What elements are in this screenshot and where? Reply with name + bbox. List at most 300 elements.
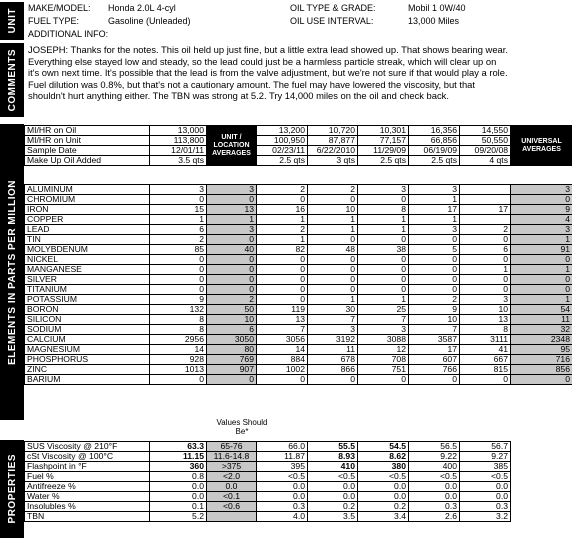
- element-name: MANGANESE: [25, 265, 150, 275]
- history-value: 1: [409, 215, 460, 225]
- unit-label-text: UNIT: [6, 8, 18, 34]
- history-value: 0: [308, 285, 358, 295]
- current-sample-cell: 13,000: [150, 126, 207, 136]
- universal-average-value: 3: [511, 225, 572, 235]
- unit-average-value: 50: [207, 305, 257, 315]
- universal-average-value: 11: [511, 315, 572, 325]
- element-row: [25, 295, 572, 305]
- history-sample-cell: 6/22/2010: [308, 146, 358, 156]
- universal-average-value: 716: [511, 355, 572, 365]
- element-row: [25, 355, 572, 365]
- history-value: 385: [460, 462, 511, 472]
- unit-average-value: 3: [207, 225, 257, 235]
- property-row: [25, 462, 572, 472]
- property-name: Fuel %: [25, 472, 150, 482]
- history-value: 3192: [308, 335, 358, 345]
- history-value: [460, 195, 511, 205]
- history-value: 12: [358, 345, 409, 355]
- element-name: POTASSIUM: [25, 295, 150, 305]
- header-row-label: MI/HR on Oil: [25, 126, 150, 136]
- properties-table: [24, 441, 572, 522]
- history-value: 3: [409, 225, 460, 235]
- history-value: 6: [460, 245, 511, 255]
- history-sample-cell: 06/19/09: [409, 146, 460, 156]
- history-sample-cell: 10,720: [308, 126, 358, 136]
- property-name: TBN: [25, 512, 150, 522]
- expected-range-value: 0.0: [207, 482, 257, 492]
- current-value: 8: [150, 315, 207, 325]
- history-value: 38: [358, 245, 409, 255]
- history-value: 0: [257, 255, 308, 265]
- history-value: 2.6: [409, 512, 460, 522]
- history-value: 884: [257, 355, 308, 365]
- history-value: 11.87: [257, 452, 308, 462]
- property-row: [25, 482, 572, 492]
- properties-section-label: [0, 440, 24, 538]
- element-row: [25, 375, 572, 385]
- element-row: [25, 275, 572, 285]
- history-value: 1: [409, 195, 460, 205]
- history-value: 8.62: [358, 452, 409, 462]
- history-value: 0.0: [257, 482, 308, 492]
- history-value: 7: [308, 315, 358, 325]
- current-value: 0: [150, 265, 207, 275]
- history-value: 0: [409, 265, 460, 275]
- history-value: 766: [409, 365, 460, 375]
- history-value: 0: [358, 275, 409, 285]
- current-value: 0.0: [150, 482, 207, 492]
- element-name: CALCIUM: [25, 335, 150, 345]
- history-sample-cell: 09/20/08: [460, 146, 511, 156]
- history-value: <0.5: [409, 472, 460, 482]
- history-value: 0: [308, 275, 358, 285]
- current-value: 0.0: [150, 492, 207, 502]
- element-name: SILICON: [25, 315, 150, 325]
- element-row: [25, 285, 572, 295]
- history-value: 380: [358, 462, 409, 472]
- element-row: [25, 315, 572, 325]
- history-value: 17: [409, 205, 460, 215]
- additional-info-label: ADDITIONAL INFO:: [28, 29, 109, 39]
- element-name: PHOSPHORUS: [25, 355, 150, 365]
- history-value: 0.0: [308, 492, 358, 502]
- property-name: cSt Viscosity @ 100°C: [25, 452, 150, 462]
- element-row: [25, 185, 572, 195]
- universal-average-value: 3: [511, 185, 572, 195]
- make-value: Honda 2.0L 4-cyl: [108, 3, 176, 13]
- expected-range-value: <2.0: [207, 472, 257, 482]
- current-value: 2: [150, 235, 207, 245]
- history-value: 1: [257, 235, 308, 245]
- history-value: 0.3: [409, 502, 460, 512]
- current-value: 9: [150, 295, 207, 305]
- history-value: 0: [308, 375, 358, 385]
- history-value: 56.7: [460, 442, 511, 452]
- header-row-label: Make Up Oil Added: [25, 156, 150, 166]
- element-name: MOLYBDENUM: [25, 245, 150, 255]
- history-value: 55.5: [308, 442, 358, 452]
- history-sample-cell: 2.5 qts: [257, 156, 308, 166]
- history-value: 667: [460, 355, 511, 365]
- element-row: [25, 325, 572, 335]
- current-value: 8: [150, 325, 207, 335]
- history-value: 0.3: [460, 502, 511, 512]
- history-value: 5: [409, 245, 460, 255]
- unit-average-value: 0: [207, 285, 257, 295]
- history-value: 2: [257, 225, 308, 235]
- history-value: 25: [358, 305, 409, 315]
- property-name: Flashpoint in °F: [25, 462, 150, 472]
- unit-average-value: 3050: [207, 335, 257, 345]
- header-row: [25, 146, 572, 156]
- history-value: 0.0: [460, 482, 511, 492]
- empty-cell: [511, 472, 572, 482]
- properties-label-text: PROPERTIES: [6, 454, 18, 524]
- history-value: <0.5: [308, 472, 358, 482]
- history-value: 8: [358, 205, 409, 215]
- history-sample-cell: 100,950: [257, 136, 308, 146]
- expected-range-value: >375: [207, 462, 257, 472]
- unit-average-value: 907: [207, 365, 257, 375]
- history-sample-cell: 4 qts: [460, 156, 511, 166]
- property-name: Insolubles %: [25, 502, 150, 512]
- history-value: 13: [257, 315, 308, 325]
- unit-average-value: 80: [207, 345, 257, 355]
- history-value: 10: [460, 305, 511, 315]
- element-row: [25, 225, 572, 235]
- history-value: 17: [460, 205, 511, 215]
- history-value: 708: [358, 355, 409, 365]
- current-value: 0: [150, 375, 207, 385]
- elements-table: [24, 184, 572, 385]
- history-value: 400: [409, 462, 460, 472]
- empty-cell: [511, 492, 572, 502]
- history-value: 395: [257, 462, 308, 472]
- current-value: 15: [150, 205, 207, 215]
- property-row: [25, 502, 572, 512]
- unit-average-value: 0: [207, 195, 257, 205]
- fuel-label: FUEL TYPE:: [28, 16, 80, 26]
- history-value: 2: [257, 185, 308, 195]
- header-row: [25, 126, 572, 136]
- comments-label-text: COMMENTS: [6, 48, 18, 112]
- current-value: 0.1: [150, 502, 207, 512]
- history-sample-cell: 87,877: [308, 136, 358, 146]
- empty-cell: [511, 452, 572, 462]
- current-value: 0: [150, 275, 207, 285]
- unit-info: [28, 3, 568, 41]
- history-value: 0: [257, 285, 308, 295]
- universal-average-value: 4: [511, 215, 572, 225]
- expected-range-value: 65-76: [207, 442, 257, 452]
- element-row: [25, 365, 572, 375]
- history-sample-cell: 10,301: [358, 126, 409, 136]
- history-value: 0.0: [409, 492, 460, 502]
- history-value: 1: [358, 295, 409, 305]
- current-value: 0: [150, 285, 207, 295]
- history-value: 82: [257, 245, 308, 255]
- history-value: 8.93: [308, 452, 358, 462]
- history-value: 4.0: [257, 512, 308, 522]
- empty-cell: [511, 502, 572, 512]
- element-row: [25, 245, 572, 255]
- element-name: SILVER: [25, 275, 150, 285]
- element-row: [25, 195, 572, 205]
- history-value: 0.2: [308, 502, 358, 512]
- history-value: 9.22: [409, 452, 460, 462]
- empty-cell: [511, 442, 572, 452]
- current-value: 5.2: [150, 512, 207, 522]
- element-row: [25, 235, 572, 245]
- history-value: 41: [460, 345, 511, 355]
- history-value: 0: [409, 235, 460, 245]
- history-sample-cell: 13,200: [257, 126, 308, 136]
- universal-average-value: 54: [511, 305, 572, 315]
- unit-average-value: 0: [207, 275, 257, 285]
- header-row-label: Sample Date: [25, 146, 150, 156]
- current-value: 0.8: [150, 472, 207, 482]
- element-row: [25, 265, 572, 275]
- history-value: 3088: [358, 335, 409, 345]
- history-value: 0: [257, 375, 308, 385]
- history-sample-cell: 14,550: [460, 126, 511, 136]
- history-value: 0: [409, 285, 460, 295]
- history-value: 607: [409, 355, 460, 365]
- current-value: 6: [150, 225, 207, 235]
- comments-section-label: [0, 43, 24, 117]
- unit-average-value: 1: [207, 215, 257, 225]
- property-name: Water %: [25, 492, 150, 502]
- expected-range-value: <0.1: [207, 492, 257, 502]
- history-value: 0.0: [358, 482, 409, 492]
- property-row: [25, 492, 572, 502]
- history-value: 0.0: [409, 482, 460, 492]
- history-value: 1: [460, 265, 511, 275]
- element-name: BARIUM: [25, 375, 150, 385]
- history-value: 0: [358, 375, 409, 385]
- history-value: 0: [358, 265, 409, 275]
- property-row: [25, 512, 572, 522]
- universal-average-value: 1: [511, 235, 572, 245]
- unit-average-value: 3: [207, 185, 257, 195]
- oil-type-value: Mobil 1 0W/40: [408, 3, 466, 13]
- history-value: 3.2: [460, 512, 511, 522]
- history-value: 7: [257, 325, 308, 335]
- element-name: NICKEL: [25, 255, 150, 265]
- history-value: 0: [460, 285, 511, 295]
- history-value: 13: [460, 315, 511, 325]
- unit-average-value: 769: [207, 355, 257, 365]
- history-value: 1: [358, 225, 409, 235]
- history-value: 0.3: [257, 502, 308, 512]
- history-value: 119: [257, 305, 308, 315]
- oil-interval-label: OIL USE INTERVAL:: [290, 16, 374, 26]
- header-row: [25, 136, 572, 146]
- property-row: [25, 452, 572, 462]
- history-value: 3: [460, 295, 511, 305]
- history-sample-cell: 16,356: [409, 126, 460, 136]
- history-value: <0.5: [460, 472, 511, 482]
- element-row: [25, 335, 572, 345]
- history-value: 56.5: [409, 442, 460, 452]
- history-sample-cell: 2.5 qts: [358, 156, 409, 166]
- history-value: 2: [409, 295, 460, 305]
- sample-header-table: [24, 125, 572, 166]
- history-value: 9: [409, 305, 460, 315]
- make-label: MAKE/MODEL:: [28, 3, 91, 13]
- element-name: COPPER: [25, 215, 150, 225]
- history-value: 7: [409, 325, 460, 335]
- current-value: 85: [150, 245, 207, 255]
- universal-average-value: 0: [511, 195, 572, 205]
- history-value: 48: [308, 245, 358, 255]
- unit-average-value: 0: [207, 375, 257, 385]
- universal-average-value: 32: [511, 325, 572, 335]
- history-value: 11: [308, 345, 358, 355]
- empty-cell: [511, 482, 572, 492]
- history-value: 0: [409, 375, 460, 385]
- history-value: 0: [257, 195, 308, 205]
- element-name: CHROMIUM: [25, 195, 150, 205]
- history-value: 3111: [460, 335, 511, 345]
- element-name: TIN: [25, 235, 150, 245]
- current-sample-cell: 113,800: [150, 136, 207, 146]
- history-value: <0.5: [257, 472, 308, 482]
- current-value: 2956: [150, 335, 207, 345]
- history-value: 14: [257, 345, 308, 355]
- history-value: 30: [308, 305, 358, 315]
- history-value: 0: [409, 275, 460, 285]
- history-value: [460, 185, 511, 195]
- history-sample-cell: 3 qts: [308, 156, 358, 166]
- unit-average-value: 0: [207, 265, 257, 275]
- history-sample-cell: 50,550: [460, 136, 511, 146]
- history-value: 0: [358, 235, 409, 245]
- current-sample-cell: 3.5 qts: [150, 156, 207, 166]
- history-value: 2: [460, 225, 511, 235]
- expected-range-value: 11.6-14.8: [207, 452, 257, 462]
- history-value: 0: [460, 255, 511, 265]
- unit-average-value: 2: [207, 295, 257, 305]
- history-value: 3: [308, 325, 358, 335]
- element-name: ZINC: [25, 365, 150, 375]
- comments-text: JOSEPH: Thanks for the notes. This oil held up just fine, but a little extra lead showed up. That shows bearing wear. Everything else stayed low and steady, so the lead could just be a harmless particle streak, which will clear up on it's own next time. It's possible that the lead is from the valve adjustment, but we're not sure if that would play a role. Fuel dilution was 0.8%, but that's not a cautionary amount. The fuel may have lowered the viscosity, but that shouldn't hurt anything either. The TBN was strong at 5.2. Try 14,000 miles on the oil and check back.: [28, 44, 508, 102]
- header-row-label: MI/HR on Unit: [25, 136, 150, 146]
- current-sample-cell: 12/01/11: [150, 146, 207, 156]
- oil-type-label: OIL TYPE & GRADE:: [290, 3, 376, 13]
- history-value: 0: [257, 295, 308, 305]
- history-value: 17: [409, 345, 460, 355]
- history-value: 3: [358, 325, 409, 335]
- values-should-be-label: Values Should Be*: [216, 418, 268, 436]
- history-value: 2: [308, 185, 358, 195]
- history-value: 0.0: [257, 492, 308, 502]
- history-value: 815: [460, 365, 511, 375]
- universal-average-value: 0: [511, 255, 572, 265]
- history-value: 0: [308, 235, 358, 245]
- history-value: 54.5: [358, 442, 409, 452]
- history-value: 1002: [257, 365, 308, 375]
- history-value: [460, 215, 511, 225]
- universal-average-value: 1: [511, 295, 572, 305]
- current-value: 360: [150, 462, 207, 472]
- elements-section-label: [0, 124, 24, 420]
- current-value: 63.3: [150, 442, 207, 452]
- current-value: 3: [150, 185, 207, 195]
- history-sample-cell: 11/29/09: [358, 146, 409, 156]
- history-value: 0: [308, 265, 358, 275]
- element-name: ALUMINUM: [25, 185, 150, 195]
- history-value: 1: [308, 295, 358, 305]
- expected-range-value: [207, 512, 257, 522]
- history-sample-cell: 77,157: [358, 136, 409, 146]
- history-value: 0: [308, 195, 358, 205]
- header-row: [25, 156, 572, 166]
- element-name: IRON: [25, 205, 150, 215]
- unit-average-value: 6: [207, 325, 257, 335]
- empty-cell: [511, 462, 572, 472]
- expected-range-value: <0.6: [207, 502, 257, 512]
- history-value: 0: [257, 265, 308, 275]
- element-row: [25, 215, 572, 225]
- current-value: 928: [150, 355, 207, 365]
- current-value: 14: [150, 345, 207, 355]
- history-value: 7: [358, 315, 409, 325]
- history-value: 0: [257, 275, 308, 285]
- element-row: [25, 255, 572, 265]
- history-value: 866: [308, 365, 358, 375]
- current-value: 0: [150, 195, 207, 205]
- universal-average-value: 91: [511, 245, 572, 255]
- history-value: 3.4: [358, 512, 409, 522]
- history-sample-cell: 02/23/11: [257, 146, 308, 156]
- oil-interval-value: 13,000 Miles: [408, 16, 460, 26]
- element-name: BORON: [25, 305, 150, 315]
- element-row: [25, 345, 572, 355]
- universal-average-value: 95: [511, 345, 572, 355]
- history-value: 3.5: [308, 512, 358, 522]
- history-value: 66.0: [257, 442, 308, 452]
- current-value: 11.15: [150, 452, 207, 462]
- elements-label-text: ELEMENTS IN PARTS PER MILLION: [6, 179, 18, 365]
- history-value: 3: [409, 185, 460, 195]
- property-row: [25, 472, 572, 482]
- history-value: 0.0: [308, 482, 358, 492]
- history-value: 0: [409, 255, 460, 265]
- history-value: 0: [308, 255, 358, 265]
- element-row: [25, 305, 572, 315]
- universal-averages-header: UNIVERSAL AVERAGES: [511, 126, 572, 166]
- history-value: 0: [358, 195, 409, 205]
- universal-average-value: 0: [511, 375, 572, 385]
- history-value: 0.0: [358, 492, 409, 502]
- unit-average-value: 40: [207, 245, 257, 255]
- history-value: 678: [308, 355, 358, 365]
- history-value: 0.0: [460, 492, 511, 502]
- empty-cell: [511, 512, 572, 522]
- universal-average-value: 1: [511, 265, 572, 275]
- history-value: 0.2: [358, 502, 409, 512]
- universal-average-value: 0: [511, 285, 572, 295]
- history-value: 0: [460, 235, 511, 245]
- history-sample-cell: 2.5 qts: [409, 156, 460, 166]
- fuel-value: Gasoline (Unleaded): [108, 16, 191, 26]
- universal-average-value: 2348: [511, 335, 572, 345]
- history-value: 9.27: [460, 452, 511, 462]
- property-row: [25, 442, 572, 452]
- element-name: LEAD: [25, 225, 150, 235]
- history-value: 10: [409, 315, 460, 325]
